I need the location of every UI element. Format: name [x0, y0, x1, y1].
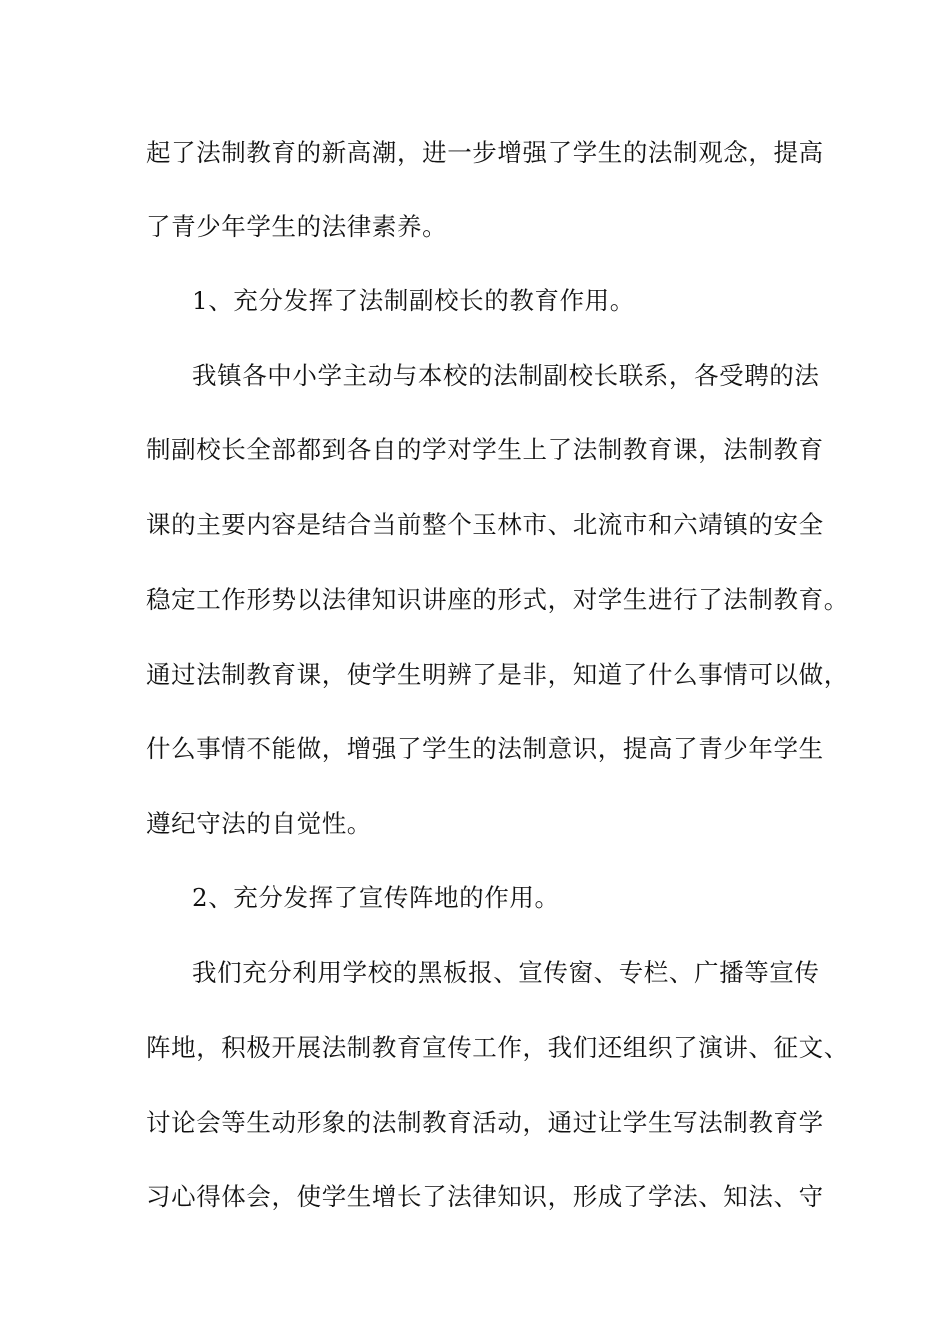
- text-line-6: 课的主要内容是结合当前整个玉林市、北流市和六靖镇的安全: [146, 510, 824, 539]
- text-line-2: 了青少年学生的法律素养。: [146, 212, 448, 241]
- text-line-7: 稳定工作形势以法律知识讲座的形式，对学生进行了法制教育。: [146, 585, 849, 614]
- text-line-8: 通过法制教育课，使学生明辨了是非，知道了什么事情可以做，: [146, 660, 849, 689]
- text-line-9: 什么事情不能做，增强了学生的法制意识，提高了青少年学生: [146, 734, 824, 763]
- section-heading-2: 2、充分发挥了宣传阵地的作用。: [192, 883, 560, 912]
- text-line-4: 我镇各中小学主动与本校的法制副校长联系，各受聘的法: [192, 361, 820, 390]
- text-line-1: 起了法制教育的新高潮，进一步增强了学生的法制观念，提高: [146, 138, 824, 167]
- text-line-13: 阵地，积极开展法制教育宣传工作，我们还组织了演讲、征文、: [146, 1033, 849, 1062]
- text-line-15: 习心得体会，使学生增长了法律知识，形成了学法、知法、守: [146, 1182, 824, 1211]
- text-line-5: 制副校长全部都到各自的学对学生上了法制教育课，法制教育: [146, 435, 824, 464]
- text-line-12: 我们充分利用学校的黑板报、宣传窗、专栏、广播等宣传: [192, 958, 820, 987]
- text-line-14: 讨论会等生动形象的法制教育活动，通过让学生写法制教育学: [146, 1108, 824, 1137]
- section-heading-1: 1、充分发挥了法制副校长的教育作用。: [192, 286, 635, 315]
- text-line-10: 遵纪守法的自觉性。: [146, 809, 372, 838]
